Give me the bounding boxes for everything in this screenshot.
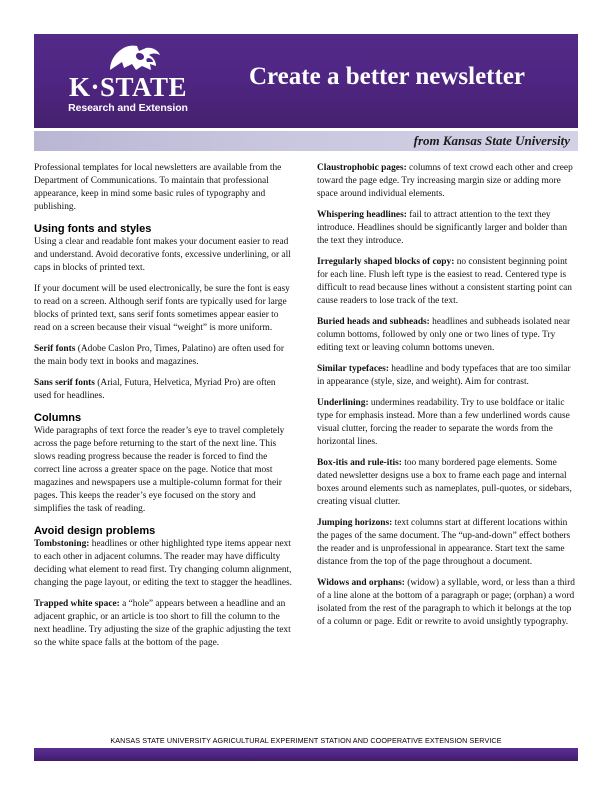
kstate-logo <box>58 44 198 120</box>
body-paragraph <box>317 162 578 201</box>
footer-bar <box>34 748 578 761</box>
subtitle-band <box>34 131 578 151</box>
body-paragraph <box>317 517 578 569</box>
body-paragraph: Professional templates for local newsletters are available from the Department of Communications. To maintain that professional appearance, keep in mind some basic rules of typography and publishing. <box>34 163 282 212</box>
body-paragraph <box>317 397 578 449</box>
paragraph-lead-in: Widows and orphans: <box>317 578 405 588</box>
header-banner <box>34 34 578 128</box>
paragraph-lead-in: Jumping horizons: <box>317 518 393 528</box>
body-paragraph <box>317 363 578 389</box>
section-heading: Columns <box>34 412 82 424</box>
paragraph-body: columns of text crowd each other and creep toward the page edge. Try increasing margin size or adding more space around individual elements. <box>317 163 573 199</box>
body-paragraph <box>317 457 578 509</box>
body-paragraph <box>317 209 578 248</box>
paragraph-lead-in: Buried heads and subheads: <box>317 317 430 327</box>
paragraph-body: a “hole” appears between a headline and an adjacent graphic, or an article is too short to fill the column to the next headline. Try adjusting the size of the graphic adjusting the text so the white space falls at the bottom of the page. <box>34 599 291 648</box>
paragraph-lead-in: Serif fonts <box>34 344 76 354</box>
paragraph-body: too many bordered page elements. Some dated newsletter designs use a box to frame each page and internal boxes around elements such as nameplates, pull-quotes, or sidebars, creating visual clutter. <box>317 458 572 507</box>
paragraph-body: (widow) a syllable, word, or less than a third of a line alone at the bottom of a paragraph or page; (orphan) a word isolated from the rest of the paragraph to which it belongs at the top of a column or page. Edit or rewrite to avoid unsightly typography. <box>317 578 575 627</box>
left-column <box>34 162 295 727</box>
paragraph-body: no consistent beginning point for each line. Flush left type is the easiest to read. Centered type is difficult to read because lines without a consistent starting point can cause readers to lose track of the text. <box>317 257 572 306</box>
body-paragraph <box>34 538 295 590</box>
kstate-logo-subtext: Research and Extension <box>68 102 188 114</box>
body-paragraph <box>317 316 578 355</box>
paragraph-body: (Arial, Futura, Helvetica, Myriad Pro) are often used for headlines. <box>34 378 276 401</box>
section-heading: Using fonts and styles <box>34 223 152 235</box>
paragraph-lead-in: Tombstoning: <box>34 539 90 549</box>
paragraph-lead-in: Trapped white space: <box>34 599 120 609</box>
body-paragraph <box>317 577 578 629</box>
paragraph-body: fail to attract attention to the text they introduce. Headlines should be significantly larger and bolder than the text they introduce. <box>317 210 568 246</box>
body-paragraph <box>317 256 578 308</box>
page-title: Create a better newsletter <box>248 63 526 90</box>
section-heading: Avoid design problems <box>34 525 156 537</box>
paragraph-lead-in: Similar typefaces: <box>317 364 389 374</box>
paragraph-lead-in: Whispering headlines: <box>317 210 407 220</box>
paragraph-lead-in: Sans serif fonts <box>34 378 95 388</box>
body-paragraph <box>34 343 295 369</box>
body-paragraph <box>34 377 295 403</box>
body-paragraph <box>34 598 295 650</box>
paragraph-lead-in: Underlining: <box>317 398 369 408</box>
body-paragraph: Using a clear and readable font makes your document easier to read and understand. Avoid decorative fonts, excessive underlining, or all caps in blocks of printed text. <box>34 237 291 273</box>
paragraph-lead-in: Box-itis and rule-itis: <box>317 458 402 468</box>
right-column <box>317 162 578 727</box>
paragraph-body: undermines readability. Try to use boldface or italic type for emphasis instead. More than a few underlined words cause visual clutter, forcing the reader to separate the words from the horizontal lines. <box>317 398 570 447</box>
paragraph-body: (Adobe Caslon Pro, Times, Palatino) are often used for the main body text in books and magazines. <box>34 344 284 367</box>
body-columns <box>34 162 578 727</box>
kstate-wordmark: K·STATE <box>68 72 188 102</box>
footer-text: KANSAS STATE UNIVERSITY AGRICULTURAL EXPERIMENT STATION AND COOPERATIVE EXTENSION SERVICE <box>110 736 502 745</box>
paragraph-lead-in: Irregularly shaped blocks of copy: <box>317 257 455 267</box>
body-paragraph: Wide paragraphs of text force the reader’s eye to travel completely across the page before returning to the start of the next line. This slows reading progress because the reader is forced to find the correct line across a greater space on the page. Notice that most magazines and newspapers use a multiple-column format for their pages. This keeps the reader’s eye focused on the story and simplifies the task of reading. <box>34 426 285 514</box>
powercat-wildcat-icon <box>106 44 162 74</box>
body-paragraph: If your document will be used electronically, be sure the font is easy to read on a screen. Although serif fonts are typically used for large blocks of printed text, sans serif fonts sometimes appear easier to read on a screen because their visual “weight” is more uniform. <box>34 284 290 333</box>
paragraph-lead-in: Claustrophobic pages: <box>317 163 407 173</box>
paragraph-body: headline and body typefaces that are too similar in appearance (style, size, and weight). Aim for contrast. <box>317 364 571 387</box>
paragraph-body: text columns start at different locations within the pages of the same document. The “up-and-down” effect bothers the reader and is unprofessional in appearance. Start text the same distance from the top of the page throughout a document. <box>317 518 571 567</box>
subtitle-text: from Kansas State University <box>413 133 570 148</box>
paragraph-body: headlines and subheads isolated near column bottoms, followed by only one or two lines of type. Try editing text or leaving column bottoms uneven. <box>317 317 571 353</box>
paragraph-body: headlines or other highlighted type items appear next to each other in adjacent columns. The reader may have difficulty deciding what element to read first. Try changing column alignment, changing the page layout, or editing the text to stagger the headlines. <box>34 539 292 588</box>
